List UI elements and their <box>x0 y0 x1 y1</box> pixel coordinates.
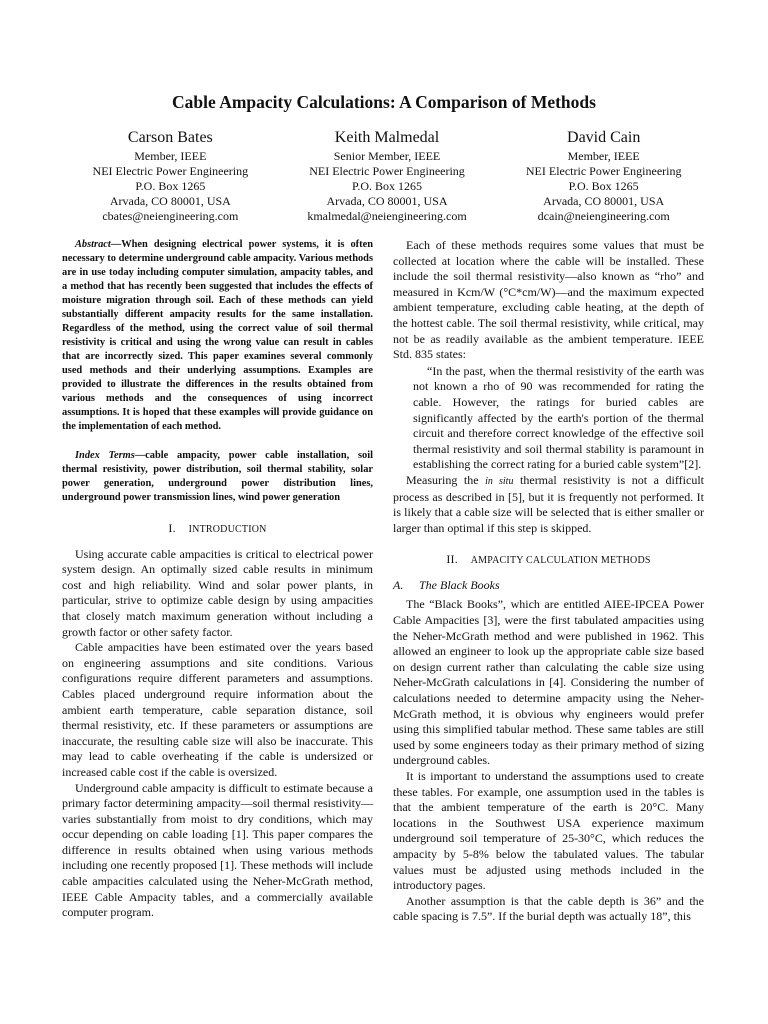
author-2 <box>279 128 496 224</box>
subsection-title: The Black Books <box>419 577 500 592</box>
black-books-paragraph-2: It is important to understand the assumptions used to create these tables. For example, one assumption used in the tables is that the ambient temperature of the earth is 20°C. Many locations in the Southwest USA experience maximum underground soil temperature of 25-30°C, which reduces the ampacity by 5-8% below the tabulated values. The tabular values must be adjusted using methods included in the introductory pages. <box>393 769 704 893</box>
measuring-after: thermal resistivity is not a difficult process as described in [5], but it is frequently not performed. It is likely that a cable size will be selected that is either smaller or larger than optimal if this step is skipped. <box>393 472 704 535</box>
left-column <box>62 238 373 921</box>
ieee-quote: “In the past, when the thermal resistivity of the earth was not known a rho of 90 was recommended for rating the cable. However, the ratings for buried cables are significantly affected by the earth's portion of the thermal circuit and therefore correct knowledge of the effective soil thermal resistivity and soil thermal stability is paramount in establishing the correct rating for a buried cable system”[2]. <box>413 363 704 472</box>
author-city: Arvada, CO 80001, USA <box>109 194 231 208</box>
subsection-letter: A. <box>393 577 404 592</box>
methods-intro-paragraph: Each of these methods requires some values that must be collected at location where the cable will be installed. These include the soil thermal resistivity—also known as “rho” and measured in Kcm/W (°C*cm/W)—and the maximum expected ambient temperature, excluding cable heating, at the depth of the hottest cable. The soil thermal resistivity, while critical, may not be as readily available as the ambient temperature. IEEE Std. 835 states: <box>393 238 704 362</box>
section-title: INTRODUCTION <box>188 524 267 535</box>
section-1-heading <box>62 521 373 538</box>
author-box: P.O. Box 1265 <box>568 179 639 193</box>
black-books-paragraph-3: Another assumption is that the cable depth is 36” and the cable spacing is 7.5”. If the burial depth was actually 18”, this <box>393 893 704 924</box>
index-terms-lead: Index Terms <box>75 450 135 461</box>
abstract-lead: Abstract <box>75 239 111 250</box>
measuring-paragraph <box>393 473 704 536</box>
author-3 <box>495 128 712 224</box>
author-email: kmalmedal@neiengineering.com <box>307 209 467 223</box>
black-books-paragraph-1: The “Black Books”, which are entitled AIEE-IPCEA Power Cable Ampacities [3], were the first tabulated ampacities using the Neher-McGrath method and were published in 1962. This allowed an engineer to look up the appropriate cable size based on design current rather than calculating the cable size using Neher-McGrath calculations in [4]. Considering the number of calculations needed to determine ampacity using the Neher-McGrath method, it is obvious why engineers would prefer using this simplified tabular method. These same tables are still used by some engineers today as their primary method of sizing underground cables. <box>393 597 704 768</box>
index-terms <box>62 449 373 505</box>
section-2-heading <box>393 552 704 569</box>
author-org: NEI Electric Power Engineering <box>309 164 465 178</box>
in-situ-term: in situ <box>485 475 514 487</box>
section-title: AMPACITY CALCULATION METHODS <box>470 555 651 567</box>
index-terms-text: —cable ampacity, power cable installation, soil thermal resistivity, power distribution, soil thermal stability, solar power generation, underground power distribution lines, underground power transmission lines, wind power generation <box>62 450 373 503</box>
right-column <box>393 238 704 925</box>
author-email: dcain@neiengineering.com <box>537 209 670 223</box>
abstract <box>62 238 373 434</box>
author-org: NEI Electric Power Engineering <box>92 164 249 178</box>
paper-title: Cable Ampacity Calculations: A Comparison of Methods <box>172 92 596 112</box>
author-name: Carson Bates <box>127 129 213 146</box>
author-email: cbates@neiengineering.com <box>102 209 239 223</box>
author-org: NEI Electric Power Engineering <box>525 164 682 178</box>
author-city: Arvada, CO 80001, USA <box>326 194 448 208</box>
author-name: Keith Malmedal <box>334 129 440 146</box>
author-1 <box>62 128 279 224</box>
author-name: David Cain <box>567 129 641 146</box>
abstract-text: —When designing electrical power systems, it is often necessary to determine underground cable ampacity. Various methods are in use today including computer simulation, ampacity tables, and a method that has recently been suggested that includes the effects of moisture migration through soil. Each of these methods can yield substantially different ampacity results for the same installation. Regardless of the method, using the correct value of soil thermal resistivity is critical and using the wrong value can result in cables that are incorrectly sized. This paper examines several commonly used methods and their underlying assumptions. Examples are provided to illustrate the differences in the results obtained from various methods and the consequences of using incorrect assumptions. It is hoped that these examples will provide guidance on the implementation of each method. <box>62 239 373 432</box>
subsection-a-heading <box>393 578 704 594</box>
author-city: Arvada, CO 80001, USA <box>543 194 665 208</box>
author-role: Member, IEEE <box>567 149 640 163</box>
intro-paragraph-1: Using accurate cable ampacities is critical to electrical power system design. An optimally sized cable results in minimum cost and high reliability. Wind and solar power plants, in particular, strive to optimize cable design by using ampacities that closely match maximum generation without including a growth factor or other safety factor. <box>62 546 373 639</box>
intro-paragraph-2: Cable ampacities have been estimated over the years based on engineering assumptions and site conditions. Various configurations require different parameters and assumptions. Cables placed underground require information about the ambient earth temperature, cable separation distance, soil thermal resistivity, etc. If these parameters or assumptions are inaccurate, the resulting cable size will also be inaccurate. This may lead to cable overheating if the cable is undersized or increased cable cost if the cable is oversized. <box>62 640 373 779</box>
section-number: II. <box>446 552 458 567</box>
section-number: I. <box>168 521 176 535</box>
author-block <box>62 128 712 224</box>
measuring-before: Measuring the <box>406 472 486 487</box>
author-role: Senior Member, IEEE <box>333 149 441 163</box>
author-box: P.O. Box 1265 <box>135 179 206 193</box>
author-role: Member, IEEE <box>134 149 207 163</box>
author-box: P.O. Box 1265 <box>352 179 423 193</box>
intro-paragraph-3: Underground cable ampacity is difficult to estimate because a primary factor determining ampacity—soil thermal resistivity—varies substantially from moist to dry conditions, which may occur depending on cable loading [1]. This paper compares the difference in results obtained when using various methods including one recently proposed [1]. These methods will include cable ampacities calculated using the Neher-McGrath method, IEEE Cable Ampacity tables, and a commercially available computer program. <box>62 780 373 920</box>
